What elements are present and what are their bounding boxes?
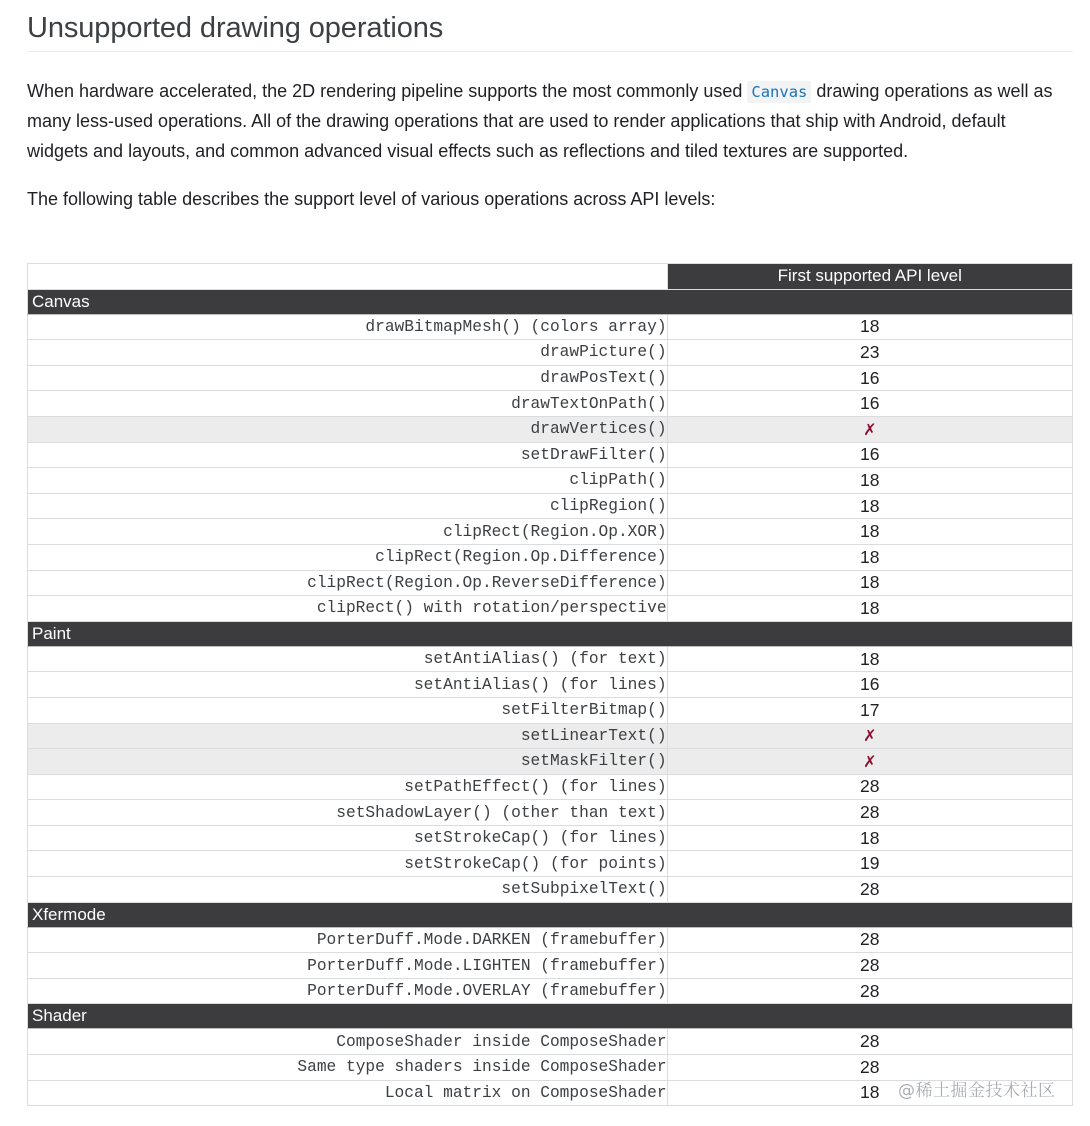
table-body [28,289,1073,1106]
api-level-cell: 28 [667,1029,1072,1055]
table-row [28,774,1073,800]
operation-cell: PorterDuff.Mode.OVERLAY (framebuffer) [28,978,668,1004]
table-row [28,416,1073,442]
api-level-cell: 16 [667,672,1072,698]
section-label: Paint [28,621,1073,646]
operation-cell: setShadowLayer() (other than text) [28,800,668,826]
operation-cell: Same type shaders inside ComposeShader [28,1055,668,1081]
api-level-cell: 18 [667,825,1072,851]
table-row [28,953,1073,979]
unsupported-cross-icon: ✗ [863,421,877,439]
table-row [28,340,1073,366]
operation-cell: clipRegion() [28,493,668,519]
operation-cell: drawPosText() [28,365,668,391]
operation-cell: clipRect(Region.Op.ReverseDifference) [28,570,668,596]
table-row [28,851,1073,877]
table-row [28,646,1073,672]
unsupported-cross-icon: ✗ [863,728,877,746]
watermark: @稀土掘金技术社区 [898,1081,1056,1101]
operation-cell: PorterDuff.Mode.LIGHTEN (framebuffer) [28,953,668,979]
operation-cell: ComposeShader inside ComposeShader [28,1029,668,1055]
operation-cell: clipRect(Region.Op.XOR) [28,519,668,545]
api-level-cell [667,749,1072,775]
api-level-cell: 16 [667,365,1072,391]
table-row [28,570,1073,596]
api-level-cell [667,416,1072,442]
unsupported-cross-icon: ✗ [863,753,877,771]
operation-cell: drawPicture() [28,340,668,366]
section-header-shader [28,1004,1073,1029]
header-api-level: First supported API level [667,264,1072,290]
api-level-cell: 18 [667,468,1072,494]
table-row [28,314,1073,340]
operation-cell: setMaskFilter() [28,749,668,775]
operation-cell: PorterDuff.Mode.DARKEN (framebuffer) [28,927,668,953]
api-level-cell: 28 [667,1055,1072,1081]
operation-cell: setStrokeCap() (for lines) [28,825,668,851]
table-row [28,672,1073,698]
table-intro-paragraph: The following table describes the support level of various operations across API levels: [27,188,716,209]
operation-cell: clipRect() with rotation/perspective [28,596,668,622]
operation-cell: setPathEffect() (for lines) [28,774,668,800]
section-label: Canvas [28,289,1073,314]
table-row [28,978,1073,1004]
table-row [28,825,1073,851]
section-header-paint [28,621,1073,646]
section-header-canvas [28,289,1073,314]
api-level-cell: 28 [667,978,1072,1004]
api-level-cell: 23 [667,340,1072,366]
operation-cell: setSubpixelText() [28,877,668,903]
api-level-cell: 18 [667,646,1072,672]
api-level-cell: 18 [667,596,1072,622]
article [27,0,1073,214]
operation-cell: setDrawFilter() [28,442,668,468]
api-level-cell: 18 [667,519,1072,545]
api-level-cell: 18 [667,1080,1072,1106]
api-level-cell: 19 [667,851,1072,877]
table-row [28,493,1073,519]
operation-cell: setStrokeCap() (for points) [28,851,668,877]
api-level-cell: 16 [667,442,1072,468]
table-row [28,468,1073,494]
table-row [28,723,1073,749]
title-divider [27,51,1073,52]
section-header-xfermode [28,902,1073,927]
operation-cell: drawBitmapMesh() (colors array) [28,314,668,340]
api-level-cell: 16 [667,391,1072,417]
table-row [28,927,1073,953]
operation-cell: setAntiAlias() (for text) [28,646,668,672]
api-level-cell: 28 [667,877,1072,903]
api-level-cell: 28 [667,800,1072,826]
operation-cell: clipRect(Region.Op.Difference) [28,544,668,570]
operation-cell: clipPath() [28,468,668,494]
table-row [28,442,1073,468]
table-row [28,519,1073,545]
api-level-cell: 17 [667,697,1072,723]
intro-paragraph [27,77,1067,166]
api-level-cell: 18 [667,314,1072,340]
operation-cell: drawVertices() [28,416,668,442]
api-level-cell: 18 [667,570,1072,596]
api-level-cell: 18 [667,544,1072,570]
table-row [28,596,1073,622]
canvas-code-link[interactable]: Canvas [747,81,811,103]
api-level-cell: 28 [667,927,1072,953]
intro-text-after: drawing operations as well as many less-used operations. All of the drawing operations that are used to render applications that ship with Android, default widgets and layouts, and common advanced visual effects such as reflections and tiled textures are supported. [27,81,1053,161]
table-header-row [28,264,1073,290]
table-row [28,800,1073,826]
table-row [28,544,1073,570]
operation-cell: drawTextOnPath() [28,391,668,417]
table-row [28,365,1073,391]
table-row [28,1029,1073,1055]
table-row [28,749,1073,775]
api-level-cell: 28 [667,953,1072,979]
header-operation [28,264,668,290]
operation-cell: setLinearText() [28,723,668,749]
intro-text-before: When hardware accelerated, the 2D rendering pipeline supports the most commonly used [27,81,748,101]
table-row [28,391,1073,417]
operation-cell: setAntiAlias() (for lines) [28,672,668,698]
operation-cell: setFilterBitmap() [28,697,668,723]
section-label: Xfermode [28,902,1073,927]
table-row [28,877,1073,903]
api-support-table [27,263,1073,1106]
operation-cell: Local matrix on ComposeShader [28,1080,668,1106]
table-row [28,697,1073,723]
api-level-cell: 28 [667,774,1072,800]
section-label: Shader [28,1004,1073,1029]
section-title: Unsupported drawing operations [27,12,444,44]
api-level-cell [667,723,1072,749]
api-level-cell: 18 [667,493,1072,519]
